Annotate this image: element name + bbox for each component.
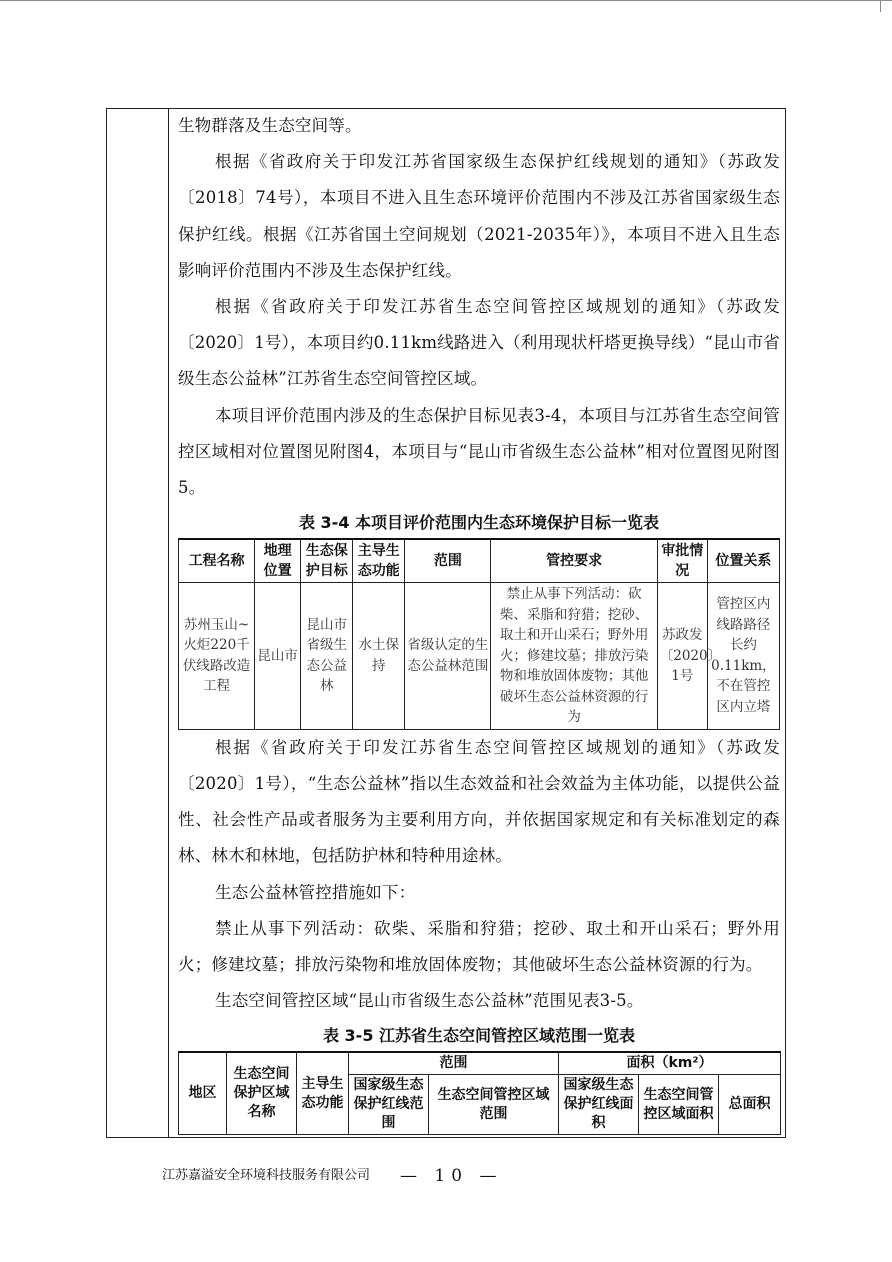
td-approval: 苏政发〔2020〕1号 (657, 583, 707, 730)
paragraph-6: 禁止从事下列活动：砍柴、采脂和狩猎；挖砂、取土和开山采石；野外用火；修建坟墓；排放污染物和堆放固体废物；其他破坏生态公益林资源的行为。 (178, 918, 780, 974)
td-target: 昆山市省级生态公益林 (301, 583, 353, 730)
th-requirements: 管控要求 (491, 539, 657, 583)
footer-company: 江苏嘉溢安全环境科技服务有限公司 (162, 1168, 371, 1183)
th-national-redline-scope: 国家级生态保护红线范围 (349, 1075, 429, 1135)
td-project: 苏州玉山~火炬220千伏线路改造工程 (179, 583, 255, 730)
th-region: 地区 (179, 1052, 227, 1135)
td-location: 昆山市 (255, 583, 301, 730)
paragraph-5: 生态公益林管控措施如下： (215, 882, 416, 902)
td-function: 水土保持 (353, 583, 405, 730)
table-3-4-caption: 表 3-4 本项目评价范围内生态环境保护目标一览表 (298, 513, 660, 533)
td-relation: 管控区内线路路径长约0.11km，不在管控区内立塔 (707, 583, 779, 730)
td-requirements: 禁止从事下列活动：砍柴、采脂和狩猎；挖砂、取土和开山采石；野外用火；修建坟墓；排放污染物和堆放固体废物；其他破坏生态公益林资源的行为 (491, 583, 657, 730)
paragraph-3: 本项目评价范围内涉及的生态保护目标见表3-4，本项目与江苏省生态空间管控区域相对位置图见附图4，本项目与“昆山市省级生态公益林”相对位置图见附图5。 (178, 405, 780, 498)
th-project: 工程名称 (179, 539, 255, 583)
paragraph-4: 根据《省政府关于印发江苏省生态空间管控区域规划的通知》（苏政发〔2020〕1号），“生态公益林”指以生态效益和社会效益为主体功能，以提供公益性、社会性产品或者服务为主要利用方向，并依据国家规定和有关标准划定的森林、林木和林地，包括防护林和特种用途林。 (178, 737, 780, 866)
th-scope-group: 范围 (349, 1052, 559, 1075)
table-3-4 (178, 538, 780, 730)
table-row (179, 583, 780, 730)
frame-left-column-divider (168, 108, 169, 1138)
th-control-area-area: 生态空间管控区域面积 (639, 1075, 719, 1135)
td-scope: 省级认定的生态公益林范围 (405, 583, 491, 730)
table-3-5-caption: 表 3-5 江苏省生态空间管控区域范围一览表 (322, 1026, 636, 1046)
main-content (178, 108, 780, 1135)
paragraph-0: 生物群落及生态空间等。 (178, 116, 362, 135)
th-control-area-scope: 生态空间管控区域范围 (429, 1075, 559, 1135)
paragraph-2: 根据《省政府关于印发江苏省生态空间管控区域规划的通知》（苏政发〔2020〕1号），本项目约0.11km线路进入（利用现状杆塔更换导线）“昆山市省级生态公益林”江苏省生态空间管控区域。 (178, 297, 780, 389)
th-approval: 审批情况 (657, 539, 707, 583)
th-main-function: 主导生态功能 (297, 1052, 349, 1135)
th-scope: 范围 (405, 539, 491, 583)
th-area-group: 面积（km²） (559, 1052, 781, 1075)
table-3-4-header-row (179, 539, 780, 583)
paragraph-7: 生态空间管控区域“昆山市省级生态公益林”范围见表3-5。 (215, 991, 644, 1011)
table-3-5-header-row-1 (179, 1052, 781, 1075)
page-top-rule (0, 0, 892, 1)
th-function: 主导生态功能 (353, 539, 405, 583)
th-national-redline-area: 国家级生态保护红线面积 (559, 1075, 639, 1135)
page-number: — 10 — (400, 1166, 503, 1186)
th-area-name: 生态空间保护区域名称 (227, 1052, 297, 1135)
th-total-area: 总面积 (719, 1075, 781, 1135)
th-location: 地理位置 (255, 539, 301, 583)
table-3-5 (178, 1051, 781, 1135)
th-target: 生态保护目标 (301, 539, 353, 583)
th-relation: 位置关系 (707, 539, 779, 583)
page-corner-mark (880, 0, 881, 12)
paragraph-1: 根据《省政府关于印发江苏省国家级生态保护红线规划的通知》（苏政发〔2018〕74号），本项目不进入且生态环境评价范围内不涉及江苏省国家级生态保护红线。根据《江苏省国土空间规划（2021-2035年）》，本项目不进入且生态影响评价范围内不涉及生态保护红线。 (178, 152, 780, 280)
